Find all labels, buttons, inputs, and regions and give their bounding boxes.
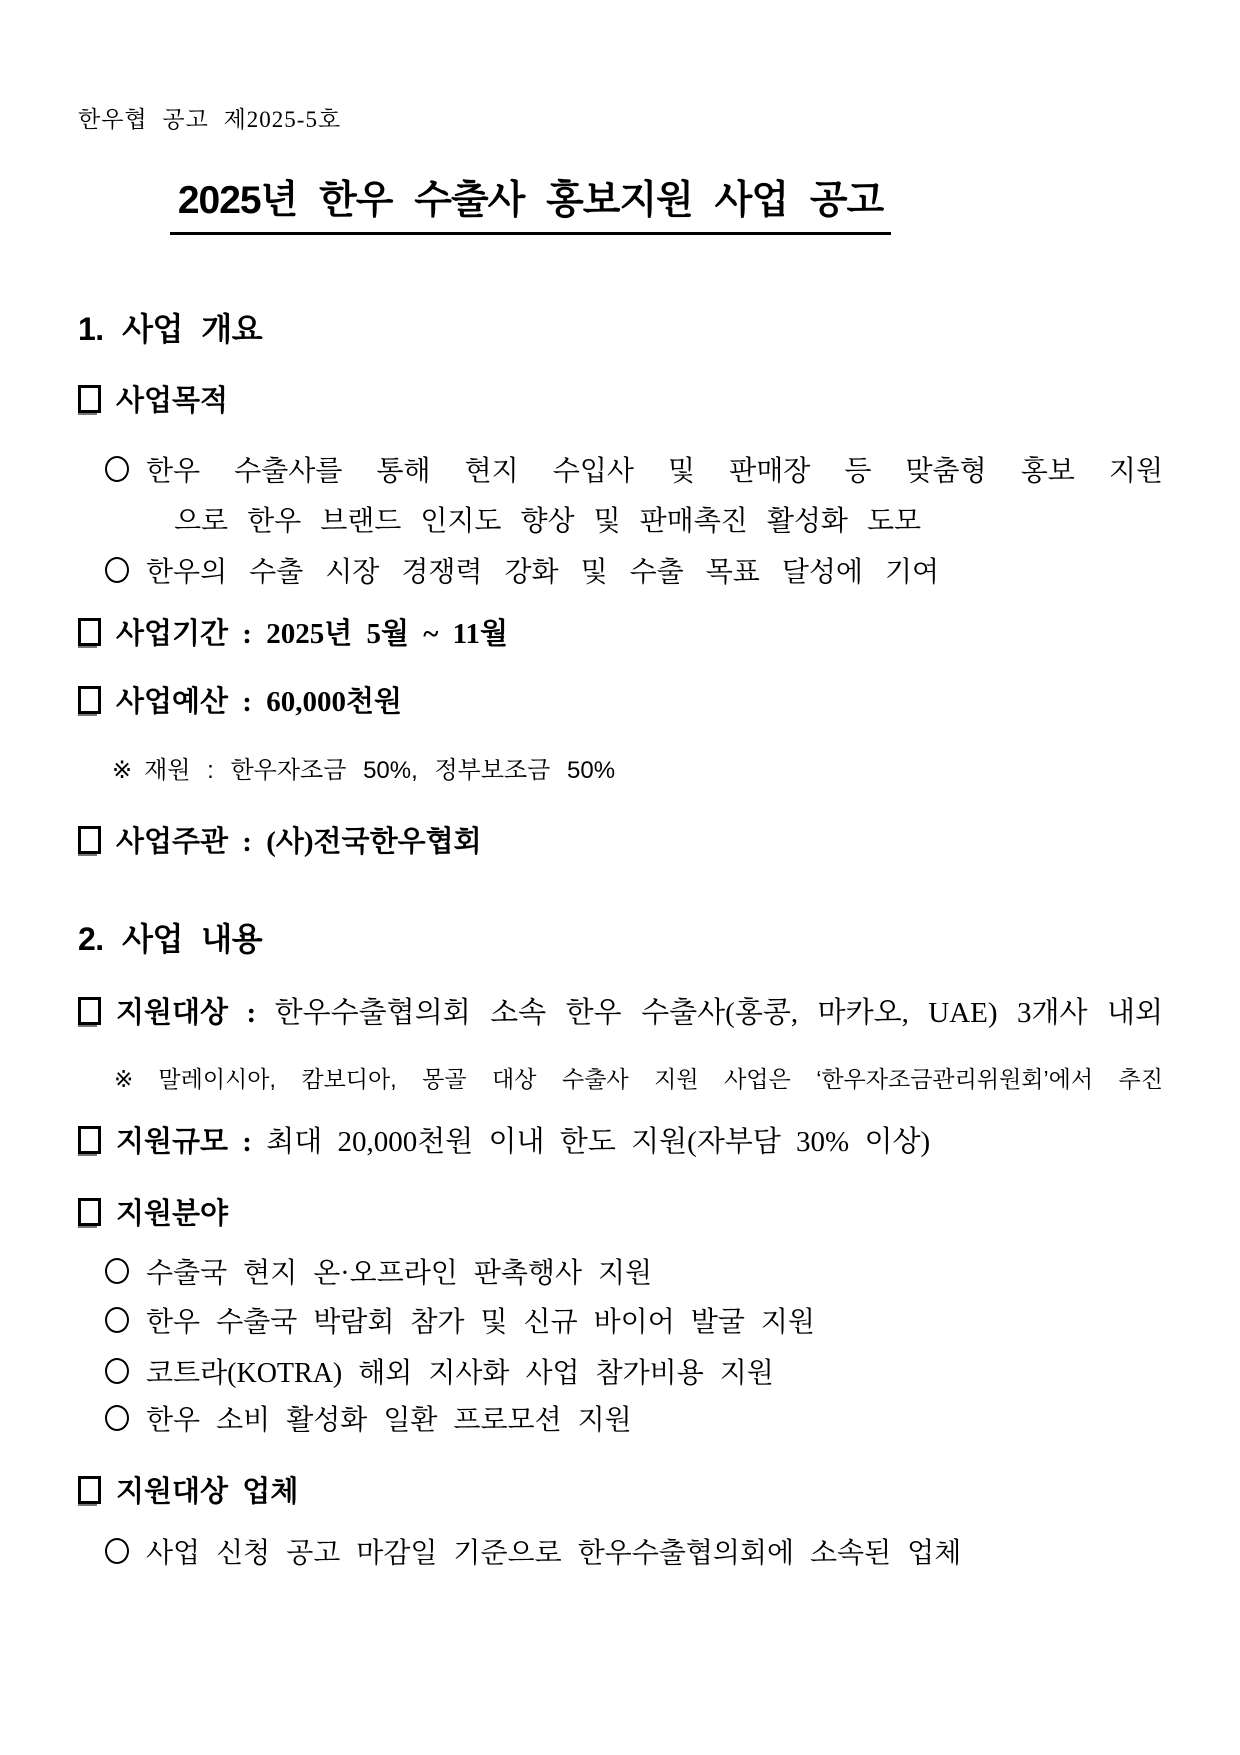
square-bullet-icon xyxy=(78,997,101,1025)
page-title-text: 2025년 한우 수출사 홍보지원 사업 공고 xyxy=(170,177,891,235)
support-fields-heading xyxy=(78,1196,1163,1232)
eligible-companies-item xyxy=(105,1536,1163,1571)
purpose-heading-text: 사업목적 xyxy=(116,384,229,417)
project-organizer-text: 사업주관 : (사)전국한우협회 xyxy=(116,826,482,859)
field-item-2-text: 한우 수출국 박람회 참가 및 신규 바이어 발굴 지원 xyxy=(146,1307,815,1338)
circle-bullet-icon xyxy=(105,1358,129,1384)
project-period-text: 사업기간 : 2025년 5월 ~ 11월 xyxy=(116,617,508,650)
target-note xyxy=(114,1065,1163,1094)
square-bullet-icon xyxy=(78,686,101,714)
eligible-companies-heading-text: 지원대상 업체 xyxy=(116,1476,299,1508)
field-item-1-text: 수출국 현지 온·오프라인 판촉행사 지원 xyxy=(146,1258,653,1289)
section2-heading: 2. 사업 내용 xyxy=(78,920,263,957)
project-period xyxy=(78,616,1163,652)
purpose-item-2-text: 한우의 수출 시장 경쟁력 강화 및 수출 목표 달성에 기여 xyxy=(146,556,940,588)
eligible-companies-item-text: 사업 신청 공고 마감일 기준으로 한우수출협의회에 소속된 업체 xyxy=(146,1538,962,1570)
support-target-label: 지원대상 : xyxy=(116,996,257,1029)
square-bullet-icon xyxy=(78,618,101,646)
purpose-item-1-line-2: 으로 한우 브랜드 인지도 향상 및 판매촉진 활성화 도모 xyxy=(174,505,922,537)
support-target-text: 한우수출협의회 소속 한우 수출사(홍콩, 마카오, UAE) 3개사 내외 xyxy=(274,996,1163,1029)
circle-bullet-icon xyxy=(105,1307,129,1333)
budget-note-text: 재원 : 한우자조금 50%, 정부보조금 50% xyxy=(144,757,616,785)
field-item-1 xyxy=(105,1256,1163,1291)
support-scale-text: 최대 20,000천원 이내 한도 지원(자부담 30% 이상) xyxy=(266,1125,931,1158)
square-bullet-icon xyxy=(78,826,101,854)
section1-heading: 1. 사업 개요 xyxy=(78,310,263,347)
square-bullet-icon xyxy=(78,385,101,413)
purpose-item-1-line-1: 한우 수출사를 통해 현지 수입사 및 판매장 등 맞춤형 홍보 지원 xyxy=(146,455,1163,487)
purpose-heading xyxy=(78,383,1163,419)
support-scale xyxy=(78,1124,1163,1160)
field-item-3-text: 코트라(KOTRA) 해외 지사화 사업 참가비용 지원 xyxy=(146,1358,774,1389)
field-item-4-text: 한우 소비 활성화 일환 프로모션 지원 xyxy=(146,1405,632,1436)
purpose-item-2 xyxy=(105,555,1163,590)
circle-bullet-icon xyxy=(105,1538,129,1564)
budget-note xyxy=(112,756,1163,786)
page-title xyxy=(78,177,1163,235)
reference-mark-icon: ※ xyxy=(114,1065,147,1092)
field-item-2 xyxy=(105,1305,1163,1340)
purpose-item-1 xyxy=(105,447,1163,497)
circle-bullet-icon xyxy=(105,456,129,482)
project-organizer xyxy=(78,824,1163,860)
field-item-3 xyxy=(105,1356,1163,1391)
project-budget xyxy=(78,684,1163,720)
support-fields-heading-text: 지원분야 xyxy=(116,1197,229,1230)
target-note-text: 말레이시아, 캄보디아, 몽골 대상 수출사 지원 사업은 ‘한우자조금관리위원회’에서 추진 xyxy=(158,1065,1163,1092)
project-budget-text: 사업예산 : 60,000천원 xyxy=(116,686,402,718)
square-bullet-icon xyxy=(78,1126,101,1154)
support-target xyxy=(78,995,1163,1031)
doc-number: 한우협 공고 제2025-5호 xyxy=(78,107,342,132)
eligible-companies-heading xyxy=(78,1474,1163,1510)
square-bullet-icon xyxy=(78,1476,101,1504)
reference-mark-icon: ※ xyxy=(112,757,133,785)
support-scale-label: 지원규모 : xyxy=(116,1125,252,1158)
circle-bullet-icon xyxy=(105,1405,129,1431)
circle-bullet-icon xyxy=(105,557,129,583)
square-bullet-icon xyxy=(78,1198,101,1226)
circle-bullet-icon xyxy=(105,1258,129,1284)
field-item-4 xyxy=(105,1403,1163,1438)
